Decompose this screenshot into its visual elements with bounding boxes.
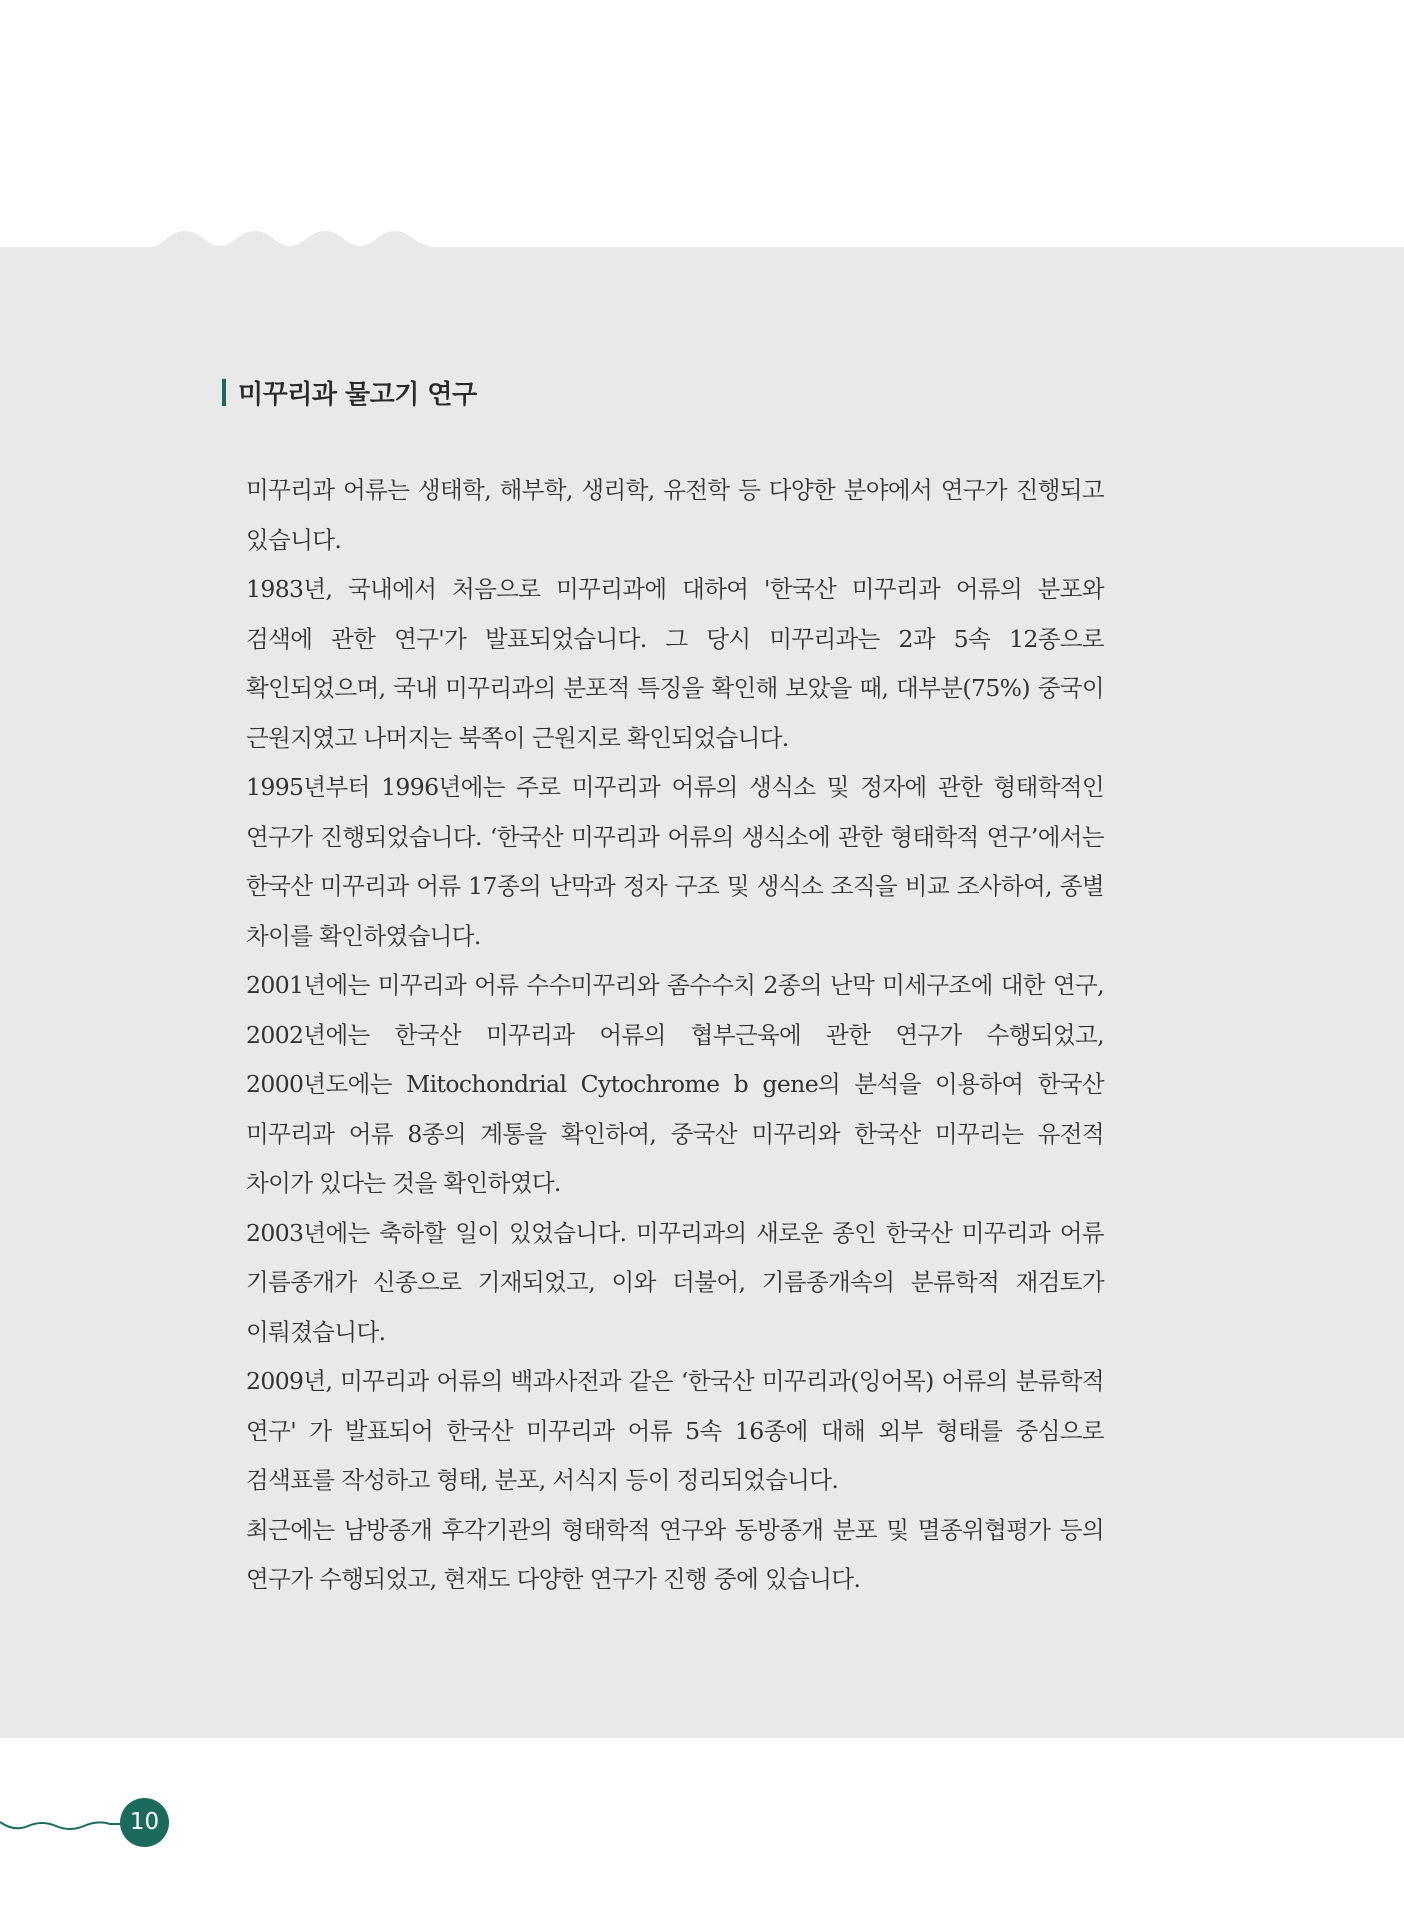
paragraph: 1995년부터 1996년에는 주로 미꾸리과 어류의 생식소 및 정자에 관한 형태학적인 연구가 진행되었습니다. ‘한국산 미꾸리과 어류의 생식소에 관한 형태학적 연구’에서는 한국산 미꾸리과 어류 17종의 난막과 정자 구조 및 생식소 조직을 비교 조사하여, 종별 차이를 확인하였습니다. <box>246 773 1104 950</box>
paragraph: 미꾸리과 어류는 생태학, 해부학, 생리학, 유전학 등 다양한 분야에서 연구가 진행되고 있습니다. <box>246 476 1104 554</box>
section-heading <box>222 372 477 412</box>
paragraph: 2001년에는 미꾸리과 어류 수수미꾸리와 좀수수치 2종의 난막 미세구조에 대한 연구, 2002년에는 한국산 미꾸리과 어류의 협부근육에 관한 연구가 수행되었고, 2000년도에는 Mitochondrial Cytochrome b gene의 분석을 이용하여 한국산 미꾸리과 어류 8종의 계통을 확인하여, 중국산 미꾸리와 한국산 미꾸리는 유전적 차이가 있다는 것을 확인하였다. <box>246 971 1104 1197</box>
paragraph: 2009년, 미꾸리과 어류의 백과사전과 같은 ‘한국산 미꾸리과(잉어목) 어류의 분류학적 연구' 가 발표되어 한국산 미꾸리과 어류 5속 16종에 대해 외부 형태를 중심으로 검색표를 작성하고 형태, 분포, 서식지 등이 정리되었습니다. <box>246 1367 1104 1494</box>
paragraph: 2003년에는 축하할 일이 있었습니다. 미꾸리과의 새로운 종인 한국산 미꾸리과 어류 기름종개가 신종으로 기재되었고, 이와 더불어, 기름종개속의 분류학적 재검토가 이뤄졌습니다. <box>246 1218 1104 1346</box>
footer-wave-decoration <box>0 1806 130 1846</box>
body-text <box>246 466 1104 1605</box>
heading-accent-bar <box>222 379 226 406</box>
paragraph: 1983년, 국내에서 처음으로 미꾸리과에 대하여 '한국산 미꾸리과 어류의 분포와 검색에 관한 연구'가 발표되었습니다. 그 당시 미꾸리과는 2과 5속 12종으로 확인되었으며, 국내 미꾸리과의 분포적 특징을 확인해 보았을 때, 대부분(75%) 중국이 근원지였고 나머지는 북쪽이 근원지로 확인되었습니다. <box>246 575 1104 752</box>
page-number-badge: 10 <box>120 1798 169 1847</box>
panel-wave-decoration <box>140 222 500 252</box>
section-title: 미꾸리과 물고기 연구 <box>238 379 477 410</box>
paragraph: 최근에는 남방종개 후각기관의 형태학적 연구와 동방종개 분포 및 멸종위협평가 등의 연구가 수행되었고, 현재도 다양한 연구가 진행 중에 있습니다. <box>246 1515 1104 1593</box>
